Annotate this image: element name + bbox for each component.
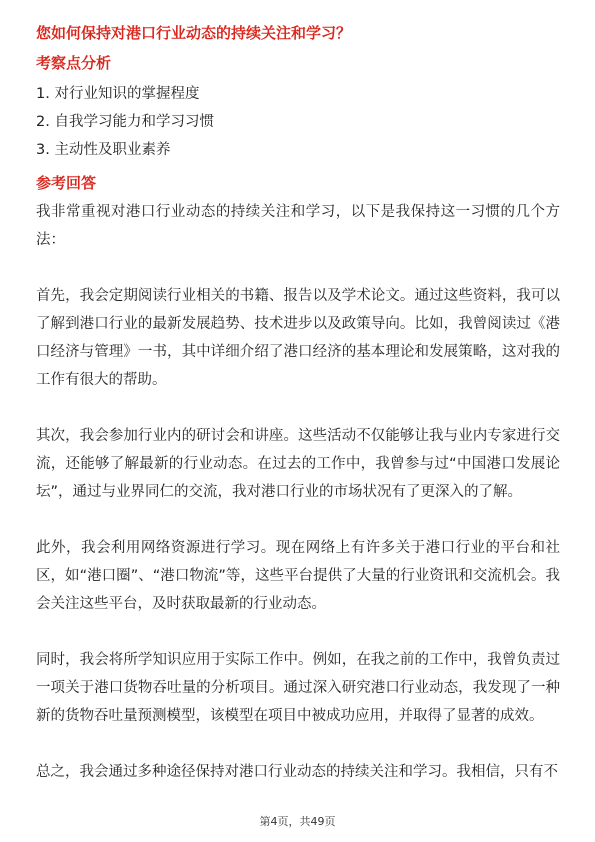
analysis-points-list	[36, 80, 214, 164]
answer-paragraph: 此外，我会利用网络资源进行学习。现在网络上有许多关于港口行业的平台和社区，如“港口圈”、“港口物流”等，这些平台提供了大量的行业资讯和交流机会。我会关注这些平台，及时获取最新的行业动态。	[36, 540, 560, 612]
analysis-heading: 考察点分析	[36, 54, 112, 72]
answer-paragraph: 其次，我会参加行业内的研讨会和讲座。这些活动不仅能够让我与业内专家进行交流，还能够了解最新的行业动态。在过去的工作中，我曾参与过“中国港口发展论坛”，通过与业界同仁的交流，我对港口行业的市场状况有了更深入的了解。	[36, 428, 560, 500]
answer-paragraph-intro: 我非常重视对港口行业动态的持续关注和学习，以下是我保持这一习惯的几个方法：	[36, 204, 560, 248]
answer-paragraph: 首先，我会定期阅读行业相关的书籍、报告以及学术论文。通过这些资料，我可以了解到港口行业的最新发展趋势、技术进步以及政策导向。比如，我曾阅读过《港口经济与管理》一书，其中详细介绍了港口经济的基本理论和发展策略，这对我的工作有很大的帮助。	[36, 288, 560, 388]
analysis-point: 1. 对行业知识的掌握程度	[36, 86, 200, 102]
answer-heading: 参考回答	[36, 174, 97, 192]
page-number: 第4页，共49页	[259, 815, 336, 828]
answer-body	[36, 198, 560, 814]
answer-paragraph: 总之，我会通过多种途径保持对港口行业动态的持续关注和学习。我相信，只有不	[36, 764, 558, 780]
analysis-point: 2. 自我学习能力和学习习惯	[36, 114, 214, 130]
analysis-point: 3. 主动性及职业素养	[36, 142, 171, 158]
answer-paragraph: 同时，我会将所学知识应用于实际工作中。例如，在我之前的工作中，我曾负责过一项关于港口货物吞吐量的分析项目。通过深入研究港口行业动态，我发现了一种新的货物吞吐量预测模型，该模型在项目中被成功应用，并取得了显著的成效。	[36, 652, 560, 724]
question-heading: 您如何保持对港口行业动态的持续关注和学习？	[36, 24, 352, 42]
